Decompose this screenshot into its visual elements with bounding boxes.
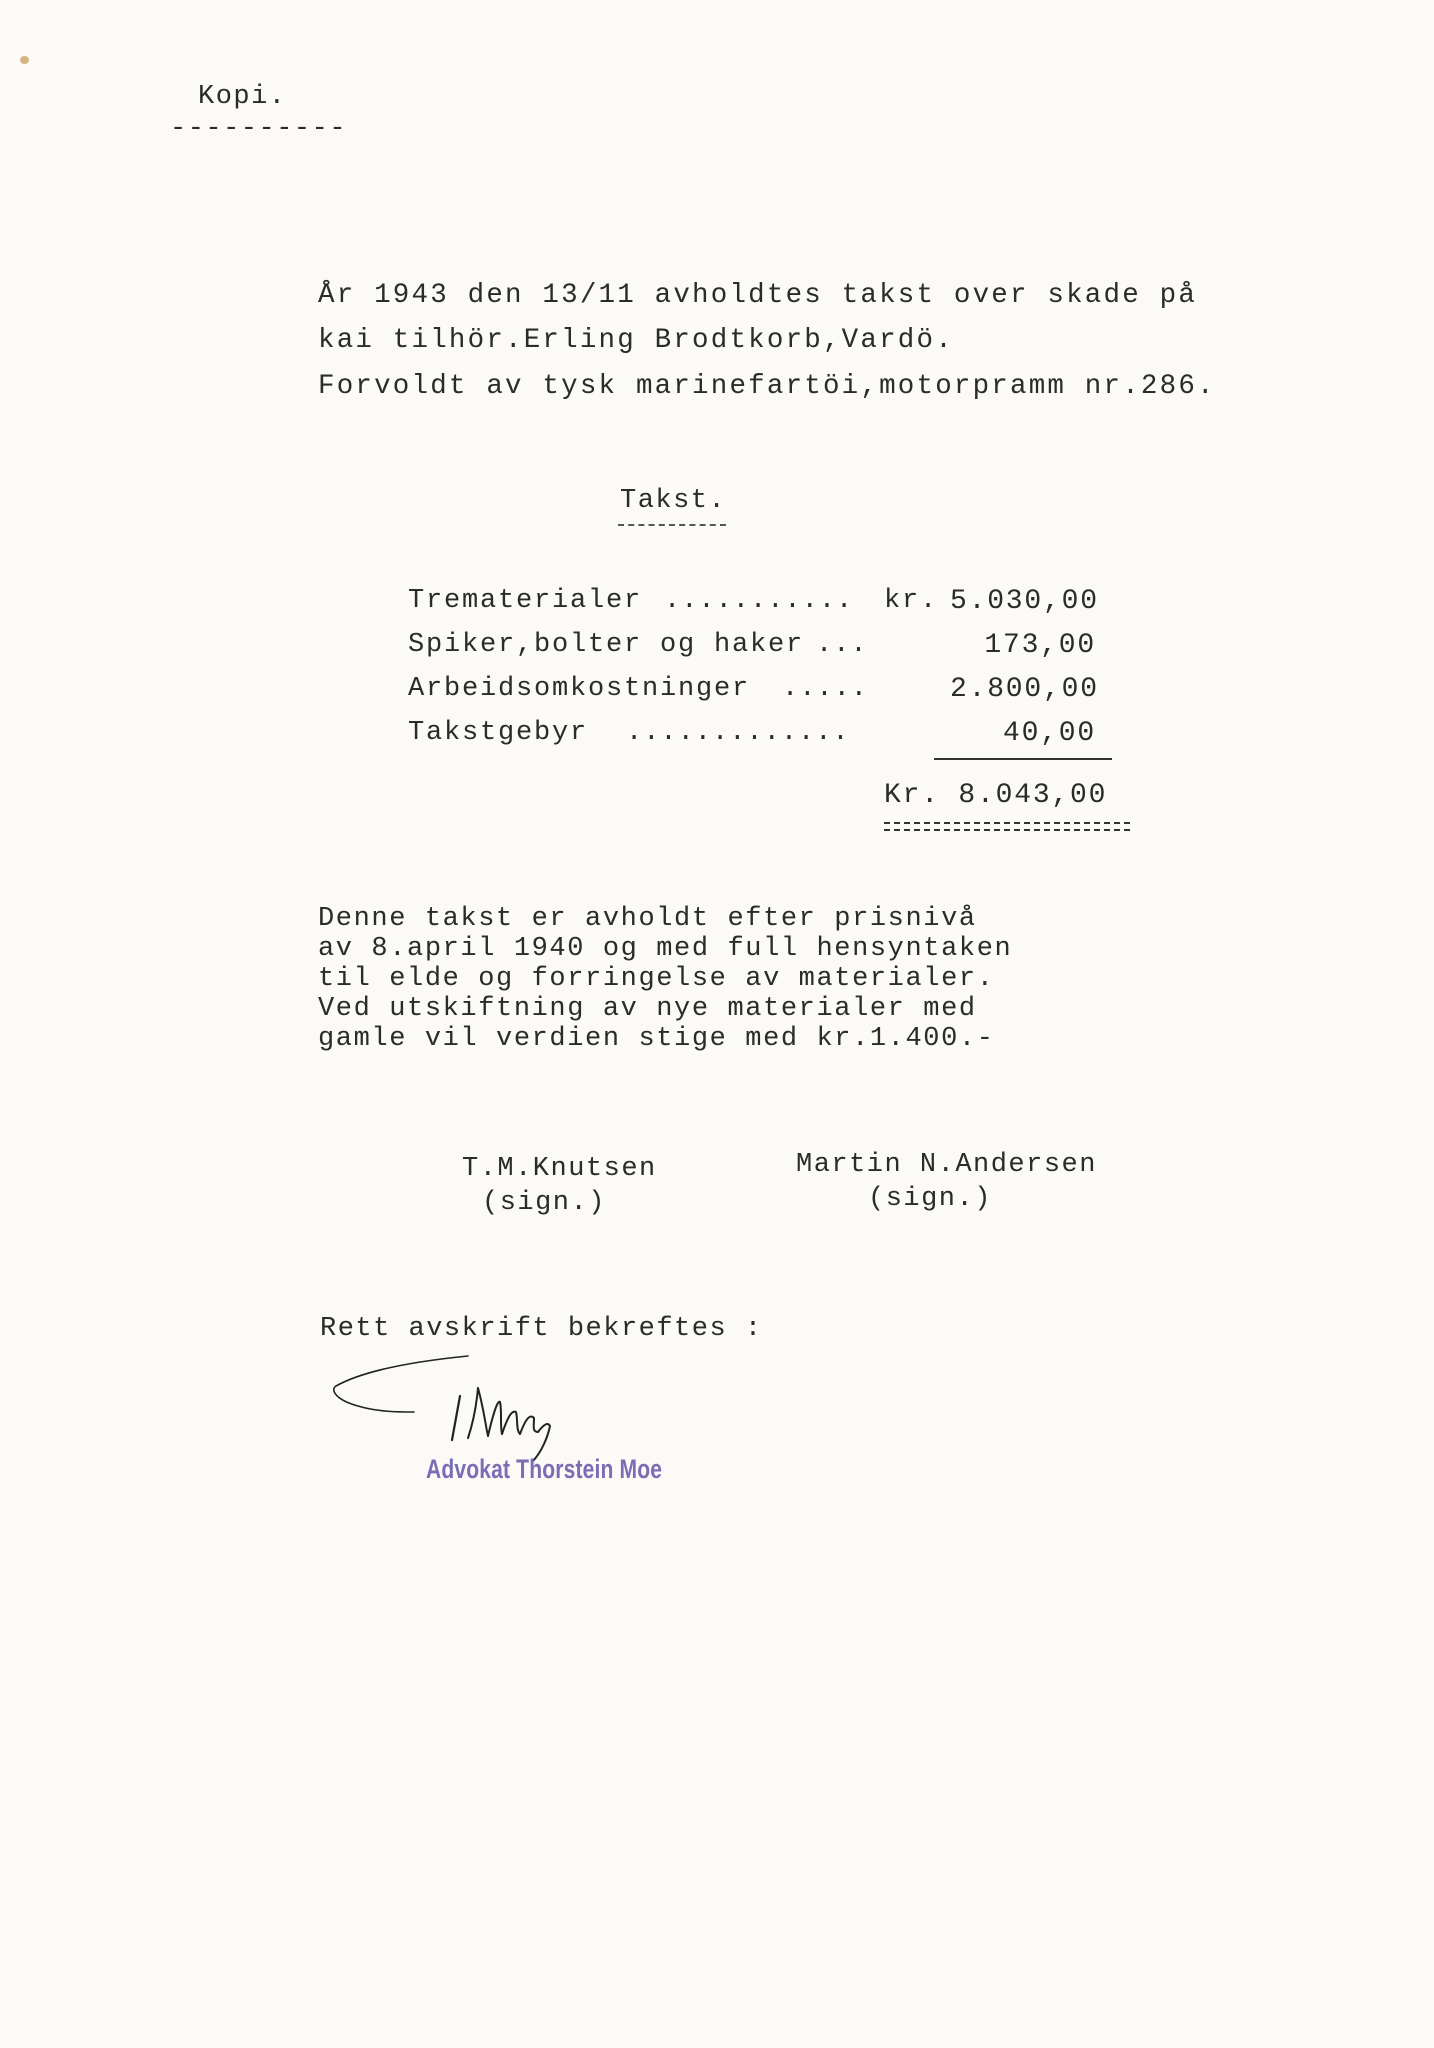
signatory-name: Martin N.Andersen — [796, 1150, 1097, 1180]
item-dots: ..... — [782, 674, 869, 704]
currency-prefix: kr. — [884, 586, 939, 616]
item-label: Takstgebyr — [408, 718, 589, 748]
item-label: Trematerialer — [408, 586, 643, 616]
handwritten-signature — [328, 1340, 628, 1470]
item-dots: ........... — [664, 586, 854, 616]
intro-line-3: Forvoldt av tysk marinefartöi,motorpramm nr.286. — [318, 371, 1216, 402]
note-line-1: Denne takst er avholdt efter prisnivå — [318, 904, 977, 934]
intro-line-2: kai tilhör.Erling Brodtkorb,Vardö. — [318, 325, 954, 356]
item-label: Spiker,bolter og haker — [408, 630, 805, 660]
note-line-2: av 8.april 1940 og med full hensyntaken — [318, 934, 1013, 964]
takst-title-underline — [618, 524, 726, 526]
item-dots: ............. — [626, 718, 850, 748]
ink-blot — [20, 56, 29, 64]
note-line-5: gamle vil verdien stige med kr.1.400.- — [318, 1024, 995, 1054]
total-double-underline-bottom — [884, 829, 1130, 831]
item-amount: 5.030,00 — [950, 586, 1099, 617]
note-line-4: Ved utskiftning av nye materialer med — [318, 994, 977, 1024]
intro-line-1: År 1943 den 13/11 avholdtes takst over skade på — [318, 280, 1198, 311]
kopi-heading: Kopi. — [198, 82, 287, 112]
kopi-dashes: ---------- — [170, 114, 348, 144]
signatory-sign: (sign.) — [482, 1188, 606, 1218]
sum-line — [934, 758, 1112, 760]
item-dots: ... — [816, 630, 868, 660]
item-amount: 40,00 — [1002, 718, 1096, 749]
item-amount: 173,00 — [984, 630, 1096, 661]
advocate-stamp: Advokat Thorstein Moe — [426, 1454, 663, 1484]
item-label: Arbeidsomkostninger — [408, 674, 751, 704]
total-double-underline-top — [884, 822, 1130, 824]
signatory-sign: (sign.) — [868, 1184, 992, 1214]
item-amount: 2.800,00 — [950, 674, 1099, 705]
takst-title: Takst. — [620, 486, 727, 516]
confirmation-text: Rett avskrift bekreftes : — [320, 1314, 763, 1344]
signatory-name: T.M.Knutsen — [462, 1154, 657, 1184]
note-line-3: til elde og forringelse av materialer. — [318, 964, 995, 994]
total-amount: Kr. 8.043,00 — [884, 780, 1108, 811]
